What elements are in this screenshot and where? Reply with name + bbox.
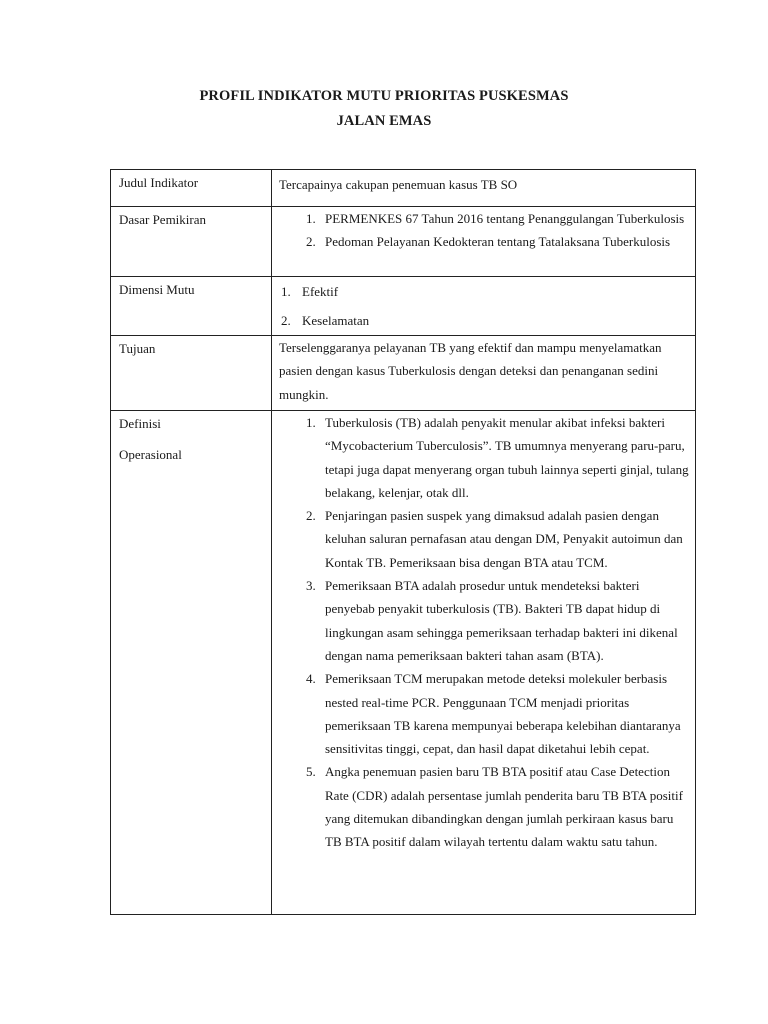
row-definisi-operasional — [111, 411, 696, 915]
dasar-pemikiran-list — [279, 207, 691, 254]
label-dimensi-mutu: Dimensi Mutu — [111, 277, 272, 336]
list-item: 2. Penjaringan pasien suspek yang dimaksud adalah pasien dengan keluhan saluran pernafasan atau dengan DM, Penyakit autoimun dan Kontak TB. Pemeriksaan bisa dengan BTA atau TCM. — [319, 504, 691, 574]
row-tujuan — [111, 336, 696, 411]
value-judul-indikator: Tercapainya cakupan penemuan kasus TB SO — [279, 177, 518, 192]
document-title: PROFIL INDIKATOR MUTU PRIORITAS PUSKESMAS — [199, 88, 569, 104]
list-item: 2. Pedoman Pelayanan Kedokteran tentang Tatalaksana Tuberkulosis — [319, 230, 691, 253]
row-judul-indikator — [111, 170, 696, 207]
indicator-profile-table — [110, 169, 696, 915]
dimensi-mutu-list — [279, 277, 691, 335]
list-item: 4. Pemeriksaan TCM merupakan metode deteksi molekuler berbasis nested real-time PCR. Penggunaan TCM menjadi prioritas pemeriksaan TB karena mempunyai beberapa kelebihan diantaranya sensitivitas tinggi, cepat, dan hasil dapat diketahui lebih cepat. — [319, 667, 691, 760]
value-tujuan: Terselenggaranya pelayanan TB yang efektif dan mampu menyelamatkan pasien dengan kasus Tuberkulosis dengan deteksi dan penanganan sedini mungkin. — [279, 340, 662, 402]
label-dasar-pemikiran: Dasar Pemikiran — [111, 207, 272, 277]
row-dimensi-mutu — [111, 277, 696, 336]
document-subtitle: JALAN EMAS — [336, 113, 432, 129]
label-operasional: Operasional — [119, 447, 182, 462]
list-item: 1. Tuberkulosis (TB) adalah penyakit menular akibat infeksi bakteri “Mycobacterium Tuberculosis”. TB umumnya menyerang paru-paru, tetapi juga dapat menyerang organ tubuh lainnya seperti ginjal, tulang belakang, kelenjar, otak dll. — [319, 411, 691, 504]
list-item: 5. Angka penemuan pasien baru TB BTA positif atau Case Detection Rate (CDR) adalah persentase jumlah penderita baru TB BTA positif yang ditemukan dibandingkan dengan jumlah perkiraan kasus baru TB BTA positif dalam wilayah tertentu dalam waktu satu tahun. — [319, 760, 691, 853]
label-judul-indikator: Judul Indikator — [111, 170, 272, 207]
definisi-operasional-list — [279, 411, 691, 854]
label-tujuan: Tujuan — [111, 336, 272, 411]
list-item: 2. Keselamatan — [281, 306, 691, 335]
list-item: 1. PERMENKES 67 Tahun 2016 tentang Penanggulangan Tuberkulosis — [319, 207, 691, 230]
list-item: 1. Efektif — [281, 277, 691, 306]
label-definisi: Definisi — [119, 416, 161, 431]
list-item: 3. Pemeriksaan BTA adalah prosedur untuk mendeteksi bakteri penyebab penyakit tuberkulosis (TB). Bakteri TB dapat hidup di lingkungan asam sehingga pemeriksaan terhadap bakteri ini dikenal dengan nama pemeriksaan bakteri tahan asam (BTA). — [319, 574, 691, 667]
row-dasar-pemikiran — [111, 207, 696, 277]
